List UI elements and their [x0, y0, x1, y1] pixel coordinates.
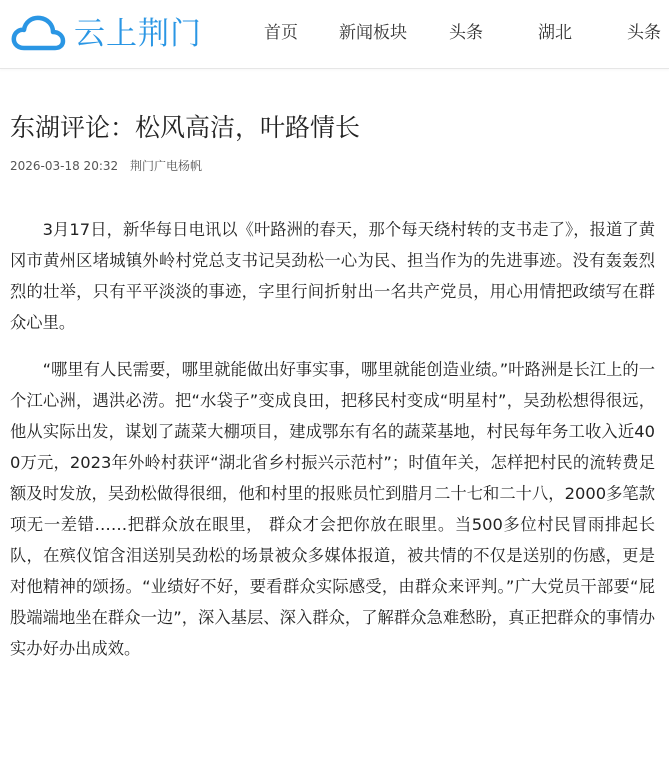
nav-hubei[interactable]: 湖北: [538, 23, 572, 43]
article-paragraph: 3月17日，新华每日电讯以《叶路洲的春天，那个每天绕村转的支书走了》，报道了黄冈市黄州区堵城镇外岭村党总支书记吴劲松一心为民、担当作为的先进事迹。没有轰轰烈烈的壮举，只有平平淡淡的事迹，字里行间折射出一名共产党员，用心用情把政绩写在群众心里。: [10, 220, 655, 332]
article-title: 东湖评论：松风高洁，叶路情长: [10, 113, 361, 142]
article-paragraph: “哪里有人民需要，哪里就能做出好事实事，哪里就能创造业绩。”叶路洲是长江上的一个江心洲，遇洪必涝。把“水袋子”变成良田，把移民村变成“明星村”，吴劲松想得很远，他从实际出发，谋划了蔬菜大棚项目，建成鄂东有名的蔬菜基地，村民每年务工收入近400万元，2023年外岭村获评“湖北省乡村振兴示范村”；时值年关，怎样把村民的流转费足额及时发放，吴劲松做得很细，他和村里的报账员忙到腊月二十七和二十八，2000多笔款项无一差错……把群众放在眼里， 群众才会把你放在眼里。当500多位村民冒雨排起长队，在殡仪馆含泪送别吴劲松的场景被众多媒体报道，被共情的不仅是送别的伤感，更是对他精神的颂扬。“业绩好不好，要看群众实际感受，由群众来评判。”广大党员干部要“屁股端端地坐在群众一边”，深入基层、深入群众，了解群众急难愁盼，真正把群众的事情办实办好办出成效。: [10, 360, 655, 658]
nav-news-sections[interactable]: 新闻板块: [339, 23, 407, 43]
site-header: [0, 0, 669, 69]
article-body: [10, 214, 655, 680]
article-source: 荆门广电杨帆: [129, 159, 202, 173]
nav-headlines-2[interactable]: 头条: [627, 23, 661, 43]
logo-text: 云上荆门: [74, 16, 202, 52]
nav-home[interactable]: 首页: [264, 23, 298, 43]
article-date: 2026-03-18 20:32: [10, 159, 119, 173]
article-meta: [10, 158, 202, 174]
main-nav: [0, 0, 669, 68]
nav-headlines[interactable]: 头条: [449, 23, 483, 43]
